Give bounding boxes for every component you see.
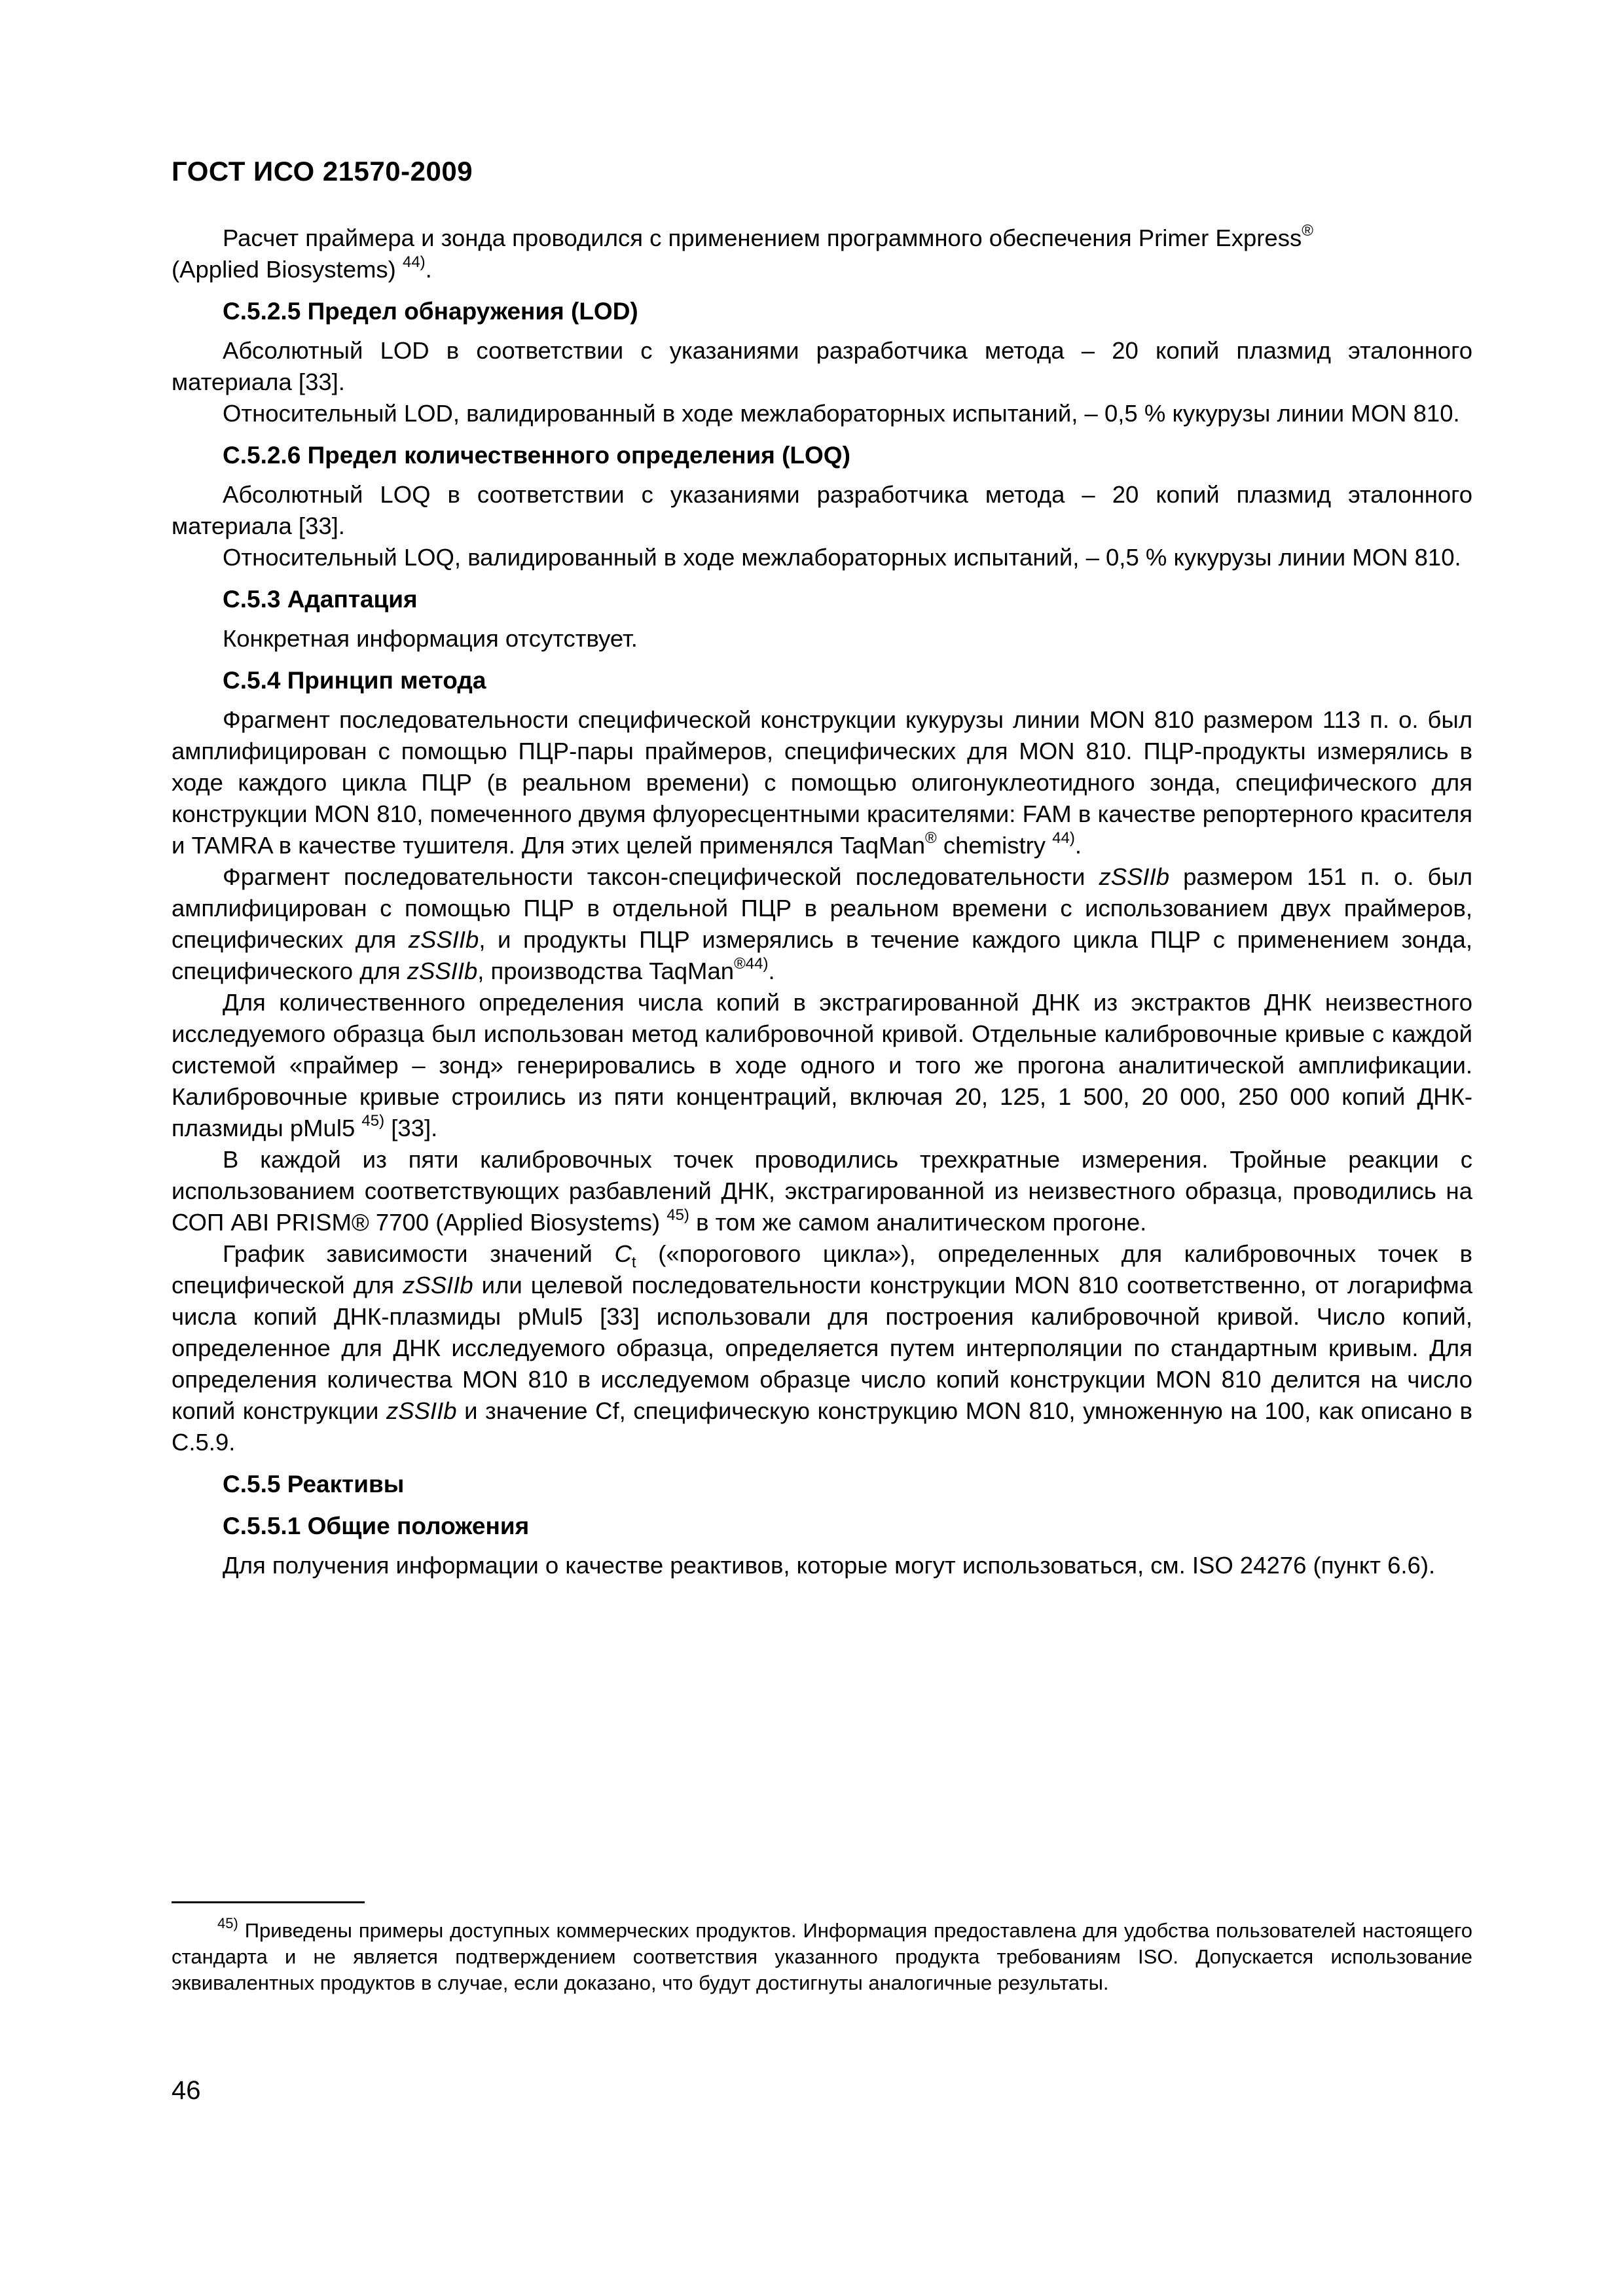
paragraph-method-4: В каждой из пяти калибровочных точек проводились трехкратные измерения. Тройные реакции с использованием соответствующих разбавлений ДНК, экстрагированной из неизвестного образца, проводились на СОП ABI PRISM® 7700 (Applied Biosystems) $^{45)}$ в том же самом аналитическом прогоне. — [172, 1146, 1472, 1236]
document-body — [172, 223, 1472, 1581]
paragraph-adaptation: Конкретная информация отсутствует. — [223, 625, 638, 652]
footnote — [172, 1915, 1472, 1996]
page-number: 46 — [172, 2076, 201, 2105]
footnote-separator — [172, 1901, 365, 1903]
paragraph-method-3: Для количественного определения числа копий в экстрагированной ДНК из экстрактов ДНК неизвестного исследуемого образца был использован метод калибровочной кривой. Отдельные калибровочные кривые с каждой системой «праймер – зонд» генерировались в ходе одного и того же прогона аналитической амплификации. Калибровочные кривые строились из пяти концентраций, включая 20, 125, 1 500, 20 000, 250 000 копий ДНК-плазмиды pMul5 $^{45)}$ [33]. — [172, 989, 1472, 1141]
paragraph-method-2: Фрагмент последовательности таксон-специфической последовательности zSSIIb размером 151 п. о. был амплифицирован с помощью ПЦР в отдельной ПЦР в реальном времени с использованием двух праймеров, специфических для zSSIIb, и продукты ПЦР измерялись в течение каждого цикла ПЦР с применением зонда, специфического для zSSIIb, производства TaqMan$^{®44)}$. — [172, 863, 1472, 984]
footnote-mark: 45) — [217, 1915, 238, 1931]
document-header: ГОСТ ИСО 21570-2009 — [172, 156, 473, 187]
paragraph-loq-absolute: Абсолютный LOQ в соответствии с указаниями разработчика метода – 20 копий плазмид эталонного материала [33]. — [172, 481, 1472, 539]
paragraph-general-provisions: Для получения информации о качестве реактивов, которые могут использоваться, см. ISO 24276 (пункт 6.6). — [223, 1552, 1436, 1579]
paragraph-method-1: Фрагмент последовательности специфической конструкции кукурузы линии MON 810 размером 113 п. о. был амплифицирован с помощью ПЦР-пары праймеров, специфических для MON 810. ПЦР-продукты измерялись в ходе каждого цикла ПЦР (в реальном времени) с помощью олигонуклеотидного зонда, специфического для конструкции MON 810, помеченного двумя флуоресцентными красителями: FAM в качестве репортерного красителя и TAMRA в качестве тушителя. Для этих целей применялся TaqMan® chemistry $^{44)}$. — [172, 706, 1472, 859]
heading-adaptation: С.5.3 Адаптация — [223, 586, 418, 613]
heading-reagents: С.5.5 Реактивы — [223, 1471, 405, 1498]
paragraph-lod-relative: Относительный LOD, валидированный в ходе межлабораторных испытаний, – 0,5 % кукурузы линии MON 810. — [223, 400, 1460, 427]
heading-lod: С.5.2.5 Предел обнаружения (LOD) — [223, 298, 638, 325]
heading-general-provisions: С.5.5.1 Общие положения — [223, 1513, 530, 1539]
paragraph-software: Расчет праймера и зонда проводился с применением программного обеспечения Primer Express® (Applied Biosystems) $^{44)}$. — [172, 222, 1313, 283]
paragraph-loq-relative: Относительный LOQ, валидированный в ходе межлабораторных испытаний, – 0,5 % кукурузы линии MON 810. — [223, 544, 1461, 571]
paragraph-lod-absolute: Абсолютный LOD в соответствии с указаниями разработчика метода – 20 копий плазмид эталонного материала [33]. — [172, 337, 1472, 395]
heading-loq: С.5.2.6 Предел количественного определения (LOQ) — [223, 442, 850, 469]
footnote-text: Приведены примеры доступных коммерческих продуктов. Информация предоставлена для удобства пользователей настоящего стандарта и не является подтверждением соответствия указанного продукта требованиям ISO. Допускается использование эквивалентных продуктов в случае, если доказано, что будут достигнуты аналогичные результаты. — [172, 1919, 1472, 1994]
heading-method-principle: С.5.4 Принцип метода — [223, 667, 486, 694]
paragraph-method-5: График зависимости значений $C_t$ («порогового цикла»), определенных для калибровочных точек в специфической для zSSIIb или целевой последовательности конструкции MON 810 соответственно, от логарифма числа копий ДНК-плазмиды pMul5 [33] использовали для построения калибровочной кривой. Число копий, определенное для ДНК исследуемого образца, определяется путем интерполяции по стандартным кривым. Для определения количества MON 810 в исследуемом образце число копий конструкции MON 810 делится на число копий конструкции zSSIIb и значение Cf, специфическую конструкцию MON 810, умноженную на 100, как описано в С.5.9. — [172, 1240, 1472, 1456]
